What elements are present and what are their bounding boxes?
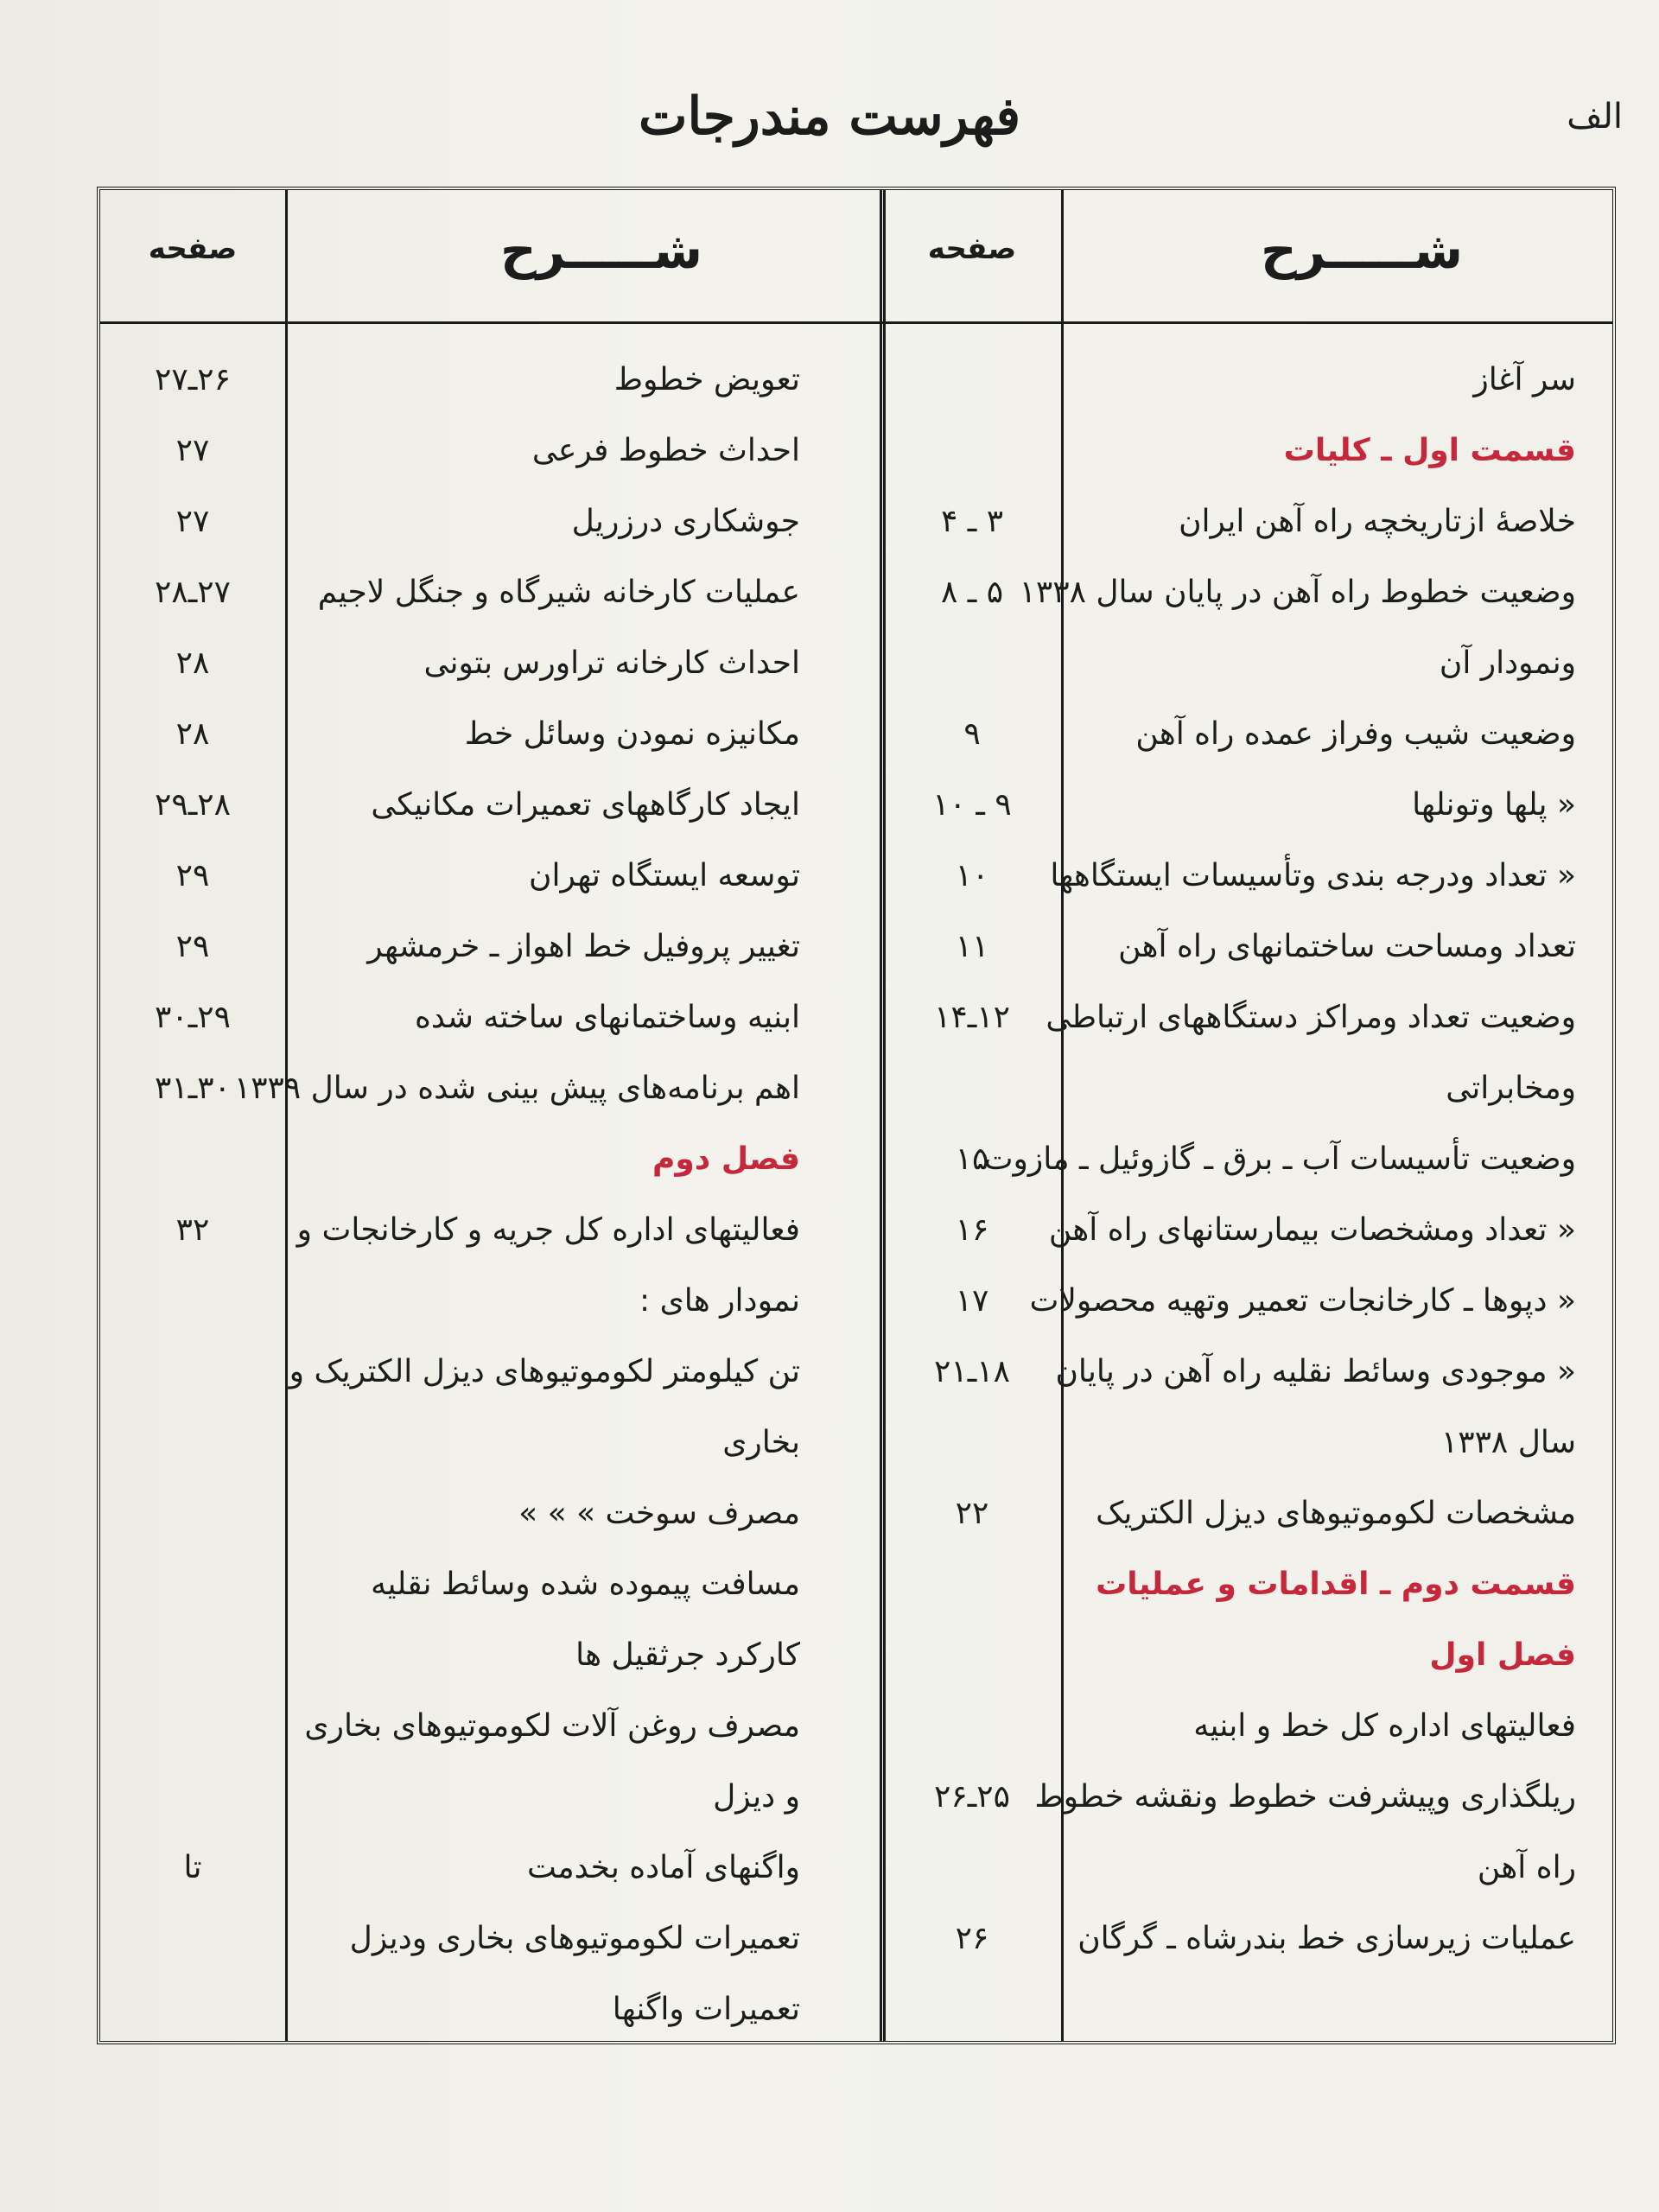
page-letter: الف — [1567, 97, 1623, 137]
entry-page-number: ۱۶ — [955, 1212, 989, 1248]
entry-page-number: ۲۹ـ۳۰ — [155, 1000, 231, 1035]
entry-text: و دیزل — [713, 1779, 800, 1815]
entry-page-number — [883, 1842, 1061, 1894]
entry-page-number — [883, 354, 1061, 406]
entry-page-number: ۲۵ـ۲۶ — [934, 1779, 1010, 1815]
entry-page-number: ۲۸ — [175, 716, 210, 752]
entry-text: تعمیرات واگنها — [612, 1992, 800, 2027]
entry-text: فعالیتهای اداره کل خط و ابنیه — [1193, 1708, 1576, 1744]
entry-text: « تعداد ودرجه بندی وتأسیسات ایستگاهها — [1050, 858, 1576, 893]
entry-page-number — [100, 1134, 285, 1185]
entry-text: جوشکاری درزریل — [571, 504, 800, 539]
entry-page-number: تا — [183, 1850, 202, 1885]
entry-page-number: ۱۵ — [955, 1141, 989, 1177]
entry-text: عملیات زیرسازی خط بندرشاه ـ گرگان — [1077, 1921, 1576, 1956]
divider-right-page — [1061, 190, 1064, 2041]
entry-page-number — [100, 1771, 285, 1823]
entry-text: خلاصهٔ ازتاریخچه راه آهن ایران — [1179, 504, 1576, 539]
entry-page-number — [100, 1559, 285, 1611]
entry-page-number — [883, 1630, 1061, 1681]
entry-text: وضعیت خطوط راه آهن در پایان سال ۱۳۳۸ — [1019, 575, 1576, 610]
entry-page-number: ۲۶ — [955, 1921, 989, 1956]
entry-text: « تعداد ومشخصات بیمارستانهای راه آهن — [1048, 1212, 1576, 1248]
divider-center — [880, 190, 882, 2041]
entry-page-number: ۹ ـ ۱۰ — [932, 787, 1012, 823]
entry-text: تعویض خطوط — [613, 362, 800, 397]
entry-text: فعالیتهای اداره کل جریه و کارخانجات و — [296, 1212, 800, 1248]
entry-page-number: ۳ ـ ۴ — [940, 504, 1004, 539]
entry-page-number — [100, 1700, 285, 1752]
entry-text: ونمودار آن — [1439, 645, 1576, 681]
entry-text: « پلها وتونلها — [1412, 787, 1576, 823]
section-heading: قسمت دوم ـ اقدامات و عملیات — [1096, 1567, 1576, 1602]
entry-page-number: ۲۹ — [175, 858, 210, 893]
entry-page-number: ۱۸ـ۲۱ — [934, 1354, 1010, 1389]
entry-text: تن کیلومتر لکوموتیوهای دیزل الکتریک و — [289, 1354, 800, 1389]
entry-page-number: ۲۶ـ۲۷ — [155, 362, 231, 397]
entry-text: تغییر پروفیل خط اهواز ـ خرمشهر — [367, 929, 800, 964]
entry-text: تعمیرات لکوموتیوهای بخاری ودیزل — [349, 1921, 800, 1956]
section-heading: قسمت اول ـ کلیات — [1283, 433, 1576, 468]
entry-page-number: ۲۷ـ۲۸ — [155, 575, 231, 610]
entry-page-number — [883, 1700, 1061, 1752]
entry-text: وضعیت شیب وفراز عمده راه آهن — [1135, 716, 1576, 752]
column-header-description-left: شـــــرح — [499, 221, 703, 280]
entry-text: سال ۱۳۳۸ — [1440, 1425, 1576, 1460]
column-header-page-left: صفحه — [148, 232, 238, 266]
entry-text: ابنیه وساختمانهای ساخته شده — [414, 1000, 800, 1035]
entry-page-number — [883, 1559, 1061, 1611]
section-heading: فصل دوم — [652, 1141, 800, 1177]
entry-text: ومخابراتی — [1446, 1071, 1576, 1106]
contents-table — [97, 187, 1616, 2044]
entry-text: احداث کارخانه تراورس بتونی — [423, 645, 800, 681]
entry-page-number: ۱۰ — [955, 858, 989, 893]
entry-text: احداث خطوط فرعی — [531, 433, 800, 468]
entry-text: مصرف سوخت » » » — [518, 1496, 800, 1531]
entry-page-number — [100, 1275, 285, 1327]
entry-text: مشخصات لکوموتیوهای دیزل الکتریک — [1096, 1496, 1576, 1531]
entry-text: عملیات کارخانه شیرگاه و جنگل لاجیم — [317, 575, 800, 610]
entry-text: وضعیت تأسیسات آب ـ برق ـ گازوئیل ـ مازوت — [983, 1141, 1576, 1177]
entry-text: راه آهن — [1477, 1850, 1576, 1885]
entry-text: « دپوها ـ کارخانجات تعمیر وتهیه محصولات — [1029, 1283, 1576, 1319]
page-title: فهرست مندرجات — [638, 86, 1021, 147]
entry-page-number — [100, 1984, 285, 2036]
entry-page-number — [883, 1063, 1061, 1115]
entry-page-number: ۲۷ — [175, 433, 210, 468]
entry-text: ریلگذاری وپیشرفت خطوط ونقشه خطوط — [1034, 1779, 1576, 1815]
entry-text: مسافت پیموده شده وسائط نقلیه — [371, 1567, 800, 1602]
section-heading: فصل اول — [1429, 1637, 1576, 1673]
divider-left-page — [285, 190, 288, 2041]
entry-page-number: ۲۲ — [955, 1496, 989, 1531]
entry-text: ایجاد کارگاههای تعمیرات مکانیکی — [371, 787, 800, 823]
entry-page-number — [100, 1346, 285, 1398]
entry-page-number — [100, 1913, 285, 1965]
entry-page-number — [100, 1488, 285, 1540]
entry-text: واگنهای آماده بخدمت — [527, 1850, 800, 1885]
entry-page-number — [883, 1417, 1061, 1469]
entry-text: سر آغاز — [1473, 362, 1576, 397]
entry-page-number: ۱۲ـ۱۴ — [934, 1000, 1010, 1035]
column-header-page-right: صفحه — [927, 232, 1017, 266]
column-header-description-right: شـــــرح — [1260, 221, 1464, 280]
entry-page-number: ۳۲ — [175, 1212, 210, 1248]
entry-page-number: ۱۷ — [955, 1283, 989, 1319]
entry-page-number: ۳۰ـ۳۱ — [155, 1071, 231, 1106]
entry-text: توسعه ایستگاه تهران — [529, 858, 800, 893]
entry-page-number — [100, 1630, 285, 1681]
entry-text: بخاری — [722, 1425, 800, 1460]
entry-page-number: ۲۸ـ۲۹ — [155, 787, 231, 823]
entry-text: کارکرد جرثقیل ها — [575, 1637, 800, 1673]
entry-page-number: ۲۷ — [175, 504, 210, 539]
entry-text: « موجودی وسائط نقلیه راه آهن در پایان — [1055, 1354, 1576, 1389]
entry-text: مصرف روغن آلات لکوموتیوهای بخاری — [304, 1708, 800, 1744]
header-rule — [100, 321, 1612, 324]
entry-text: اهم برنامه‌های پیش بینی شده در سال ۱۳۳۹ — [233, 1071, 800, 1106]
entry-page-number — [883, 425, 1061, 477]
entry-page-number: ۵ ـ ۸ — [940, 575, 1004, 610]
entry-text: مکانیزه نمودن وسائل خط — [464, 716, 800, 752]
entry-page-number: ۲۹ — [175, 929, 210, 964]
entry-page-number: ۲۸ — [175, 645, 210, 681]
entry-page-number: ۱۱ — [955, 929, 989, 964]
entry-page-number: ۹ — [963, 716, 981, 752]
entry-text: نمودار های : — [639, 1283, 800, 1319]
entry-text: تعداد ومساحت ساختمانهای راه آهن — [1118, 929, 1576, 964]
entry-page-number — [100, 1417, 285, 1469]
entry-page-number — [883, 638, 1061, 690]
entry-text: وضعیت تعداد ومراکز دستگاههای ارتباطی — [1046, 1000, 1576, 1035]
